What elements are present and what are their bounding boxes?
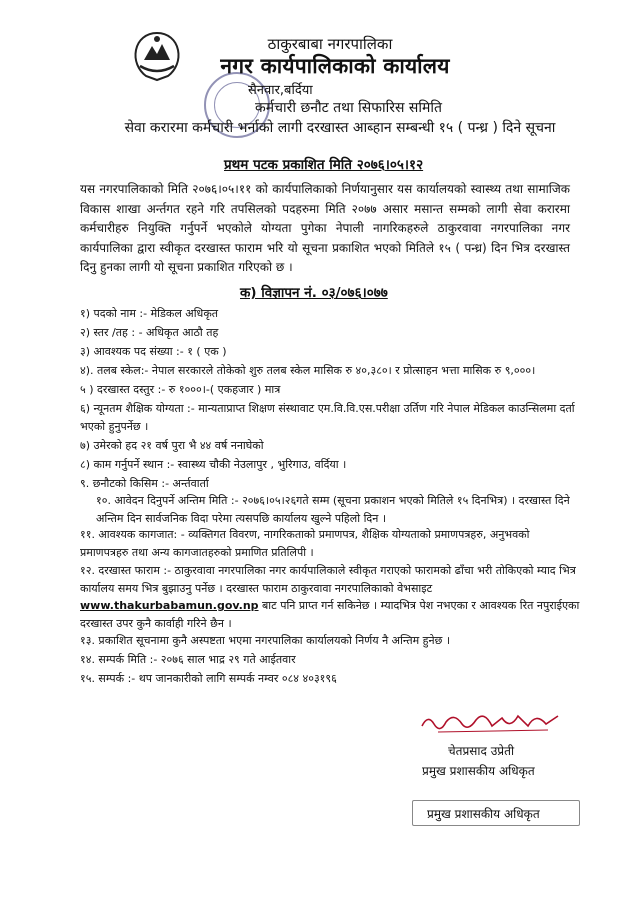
item-post-name: १) पदको नाम :- मेडिकल अधिकृत: [80, 307, 219, 320]
committee-name: कर्मचारी छनौट तथा सिफारिस समिति: [255, 100, 443, 116]
notice-subject: सेवा करारमा कर्मचारी भर्नाको लागी दरखास्त आब्हान सम्बन्धी १५ ( पन्ध्र ) दिने सूचना: [124, 120, 556, 136]
item-deadline: १०. आवेदन दिनुपर्ने अन्तिम मिति :- २०७६।०५।२६गते सम्म (सूचना प्रकाशन भएको मितिले १५ दिनभित्र) । दरखास्त दिने अन्तिम दिन सार्वजनिक विदा परेमा त्यसपछि कार्यालय खुल्ने पहिलो दिन ।: [96, 494, 570, 525]
item-salary-scale: ४). तलब स्केल:- नेपाल सरकारले तोकेको शुरु तलब स्केल मासिक रु ४०,३८०। र प्रोत्साहन भत्ता मासिक रु ९,०००।: [80, 364, 536, 377]
item-post-count: ३) आवश्यक पद संख्या :- १ ( एक ): [80, 345, 227, 358]
item-application-form-cont: [80, 597, 580, 632]
advertisement-number: क) विज्ञापन नं. ०३/०७६।०७७: [240, 285, 388, 301]
item-min-qualification: ६) न्यूनतम शैक्षिक योग्यता :- मान्यताप्राप्त शिक्षण संस्थावाट एम.वि.वि.एस.परीक्षा उर्तिण गरि नेपाल मेडिकल काउन्सिलमा दर्ता भएको हुनुपर्नेछ ।: [80, 402, 575, 433]
office-name: नगर कार्यपालिकाको कार्यालय: [220, 54, 450, 78]
publication-date: प्रथम पटक प्रकाशित मिति २०७६।०५।१२: [224, 157, 424, 173]
handwritten-signature: [418, 708, 568, 736]
item-required-documents: ११. आवश्यक कागजात: - व्यक्तिगत विवरण, नागरिकताको प्रमाणपत्र, शैक्षिक योग्यताको प्रमाणपत्रहरु, अनुभवको प्रमाणपत्रहरु तथा अन्य कागजातहरुको प्रमाणित प्रतिलिपी ।: [80, 528, 530, 559]
item-application-fee: ५ ) दरखास्त दस्तुर :- रु १०००।-( एकहजार ) मात्र: [80, 383, 281, 396]
item-contact-date: १४. सम्पर्क मिति :- २०७६ साल भाद्र २९ गते आईतवार: [80, 653, 296, 666]
item-contact-number: १५. सम्पर्क :- थप जानकारीको लागि सम्पर्क नम्वर ०८४ ४०३१९६: [80, 672, 337, 685]
item-application-form: १२. दरखास्त फाराम :- ठाकुरवावा नगरपालिका नगर कार्यपालिकाले स्वीकृत गराएको फारामको ढाँचा भरी तोकिएको म्याद भित्र कार्यालय समय भित्र बुझाउनु पर्नेछ । दरखास्त फाराम ठाकुरवावा नगरपालिकाको वेभसाइट: [80, 564, 576, 595]
website-link[interactable]: www.thakurbabamun.gov.np: [80, 599, 259, 612]
designation-stamp: प्रमुख प्रशासकीय अधिकृत: [412, 800, 580, 826]
intro-paragraph: यस नगरपालिकाको मिति २०७६।०५।११ को कार्यपालिकाको निर्णयानुसार यस कार्यालयको स्वास्थ्य तथा सामाजिक विकास शाखा अर्न्तगत रहने गरि तपसिलको पदहरुमा मिति २०७७ असार मसान्त सम्मको लागी सेवा करारमा कर्मचारीहरु नियुक्ति गर्नुपर्ने भएकोले योग्यता पुगेका नेपाली नागरिकहरुले ठाकुरवावा नगरपालिका नगर कार्यपालिका द्वारा स्वीकृत दरखास्त फाराम भरि यो सूचना प्रकाशित भएको मितिले १५ ( पन्ध्र) दिन भित्र दरखास्त दिनु हुनका लागी यो सूचना प्रकाशित गरिएको छ ।: [80, 182, 570, 274]
signer-title: प्रमुख प्रशासकीय अधिकृत: [422, 764, 535, 778]
website-note: बाट पनि प्राप्त गर्न सकिनेछ । म्यादभित्र पेश नभएका र आवश्यक रित नपुराईएका दरखास्त उपर कुनै कार्वाही गरिने छैन ।: [80, 599, 580, 630]
municipality-name: ठाकुरबाबा नगरपालिका: [267, 35, 393, 53]
item-work-location: ८) काम गर्नुपर्ने स्थान :- स्वास्थ्य चौकी नेउलापुर , भुरिगाउ, वर्दिया ।: [80, 458, 347, 471]
item-age-limit: ७) उमेरको हद २१ वर्ष पुरा भै ४४ वर्ष ननाघेको: [80, 439, 264, 452]
nepal-emblem-icon: [128, 30, 186, 82]
item-selection-method: ९. छनौटको किसिम :- अर्न्तवार्ता: [80, 477, 209, 490]
signer-name: चेतप्रसाद उप्रेती: [448, 744, 515, 758]
office-address: सैनवार,बर्दिया: [248, 83, 313, 98]
item-level: २) स्तर /तह : - अधिकृत आठौ तह: [80, 326, 219, 339]
item-final-decision: १३. प्रकाशित सूचनामा कुनै अस्पष्टता भएमा नगरपालिका कार्यालयको निर्णय नै अन्तिम हुनेछ ।: [80, 634, 450, 647]
